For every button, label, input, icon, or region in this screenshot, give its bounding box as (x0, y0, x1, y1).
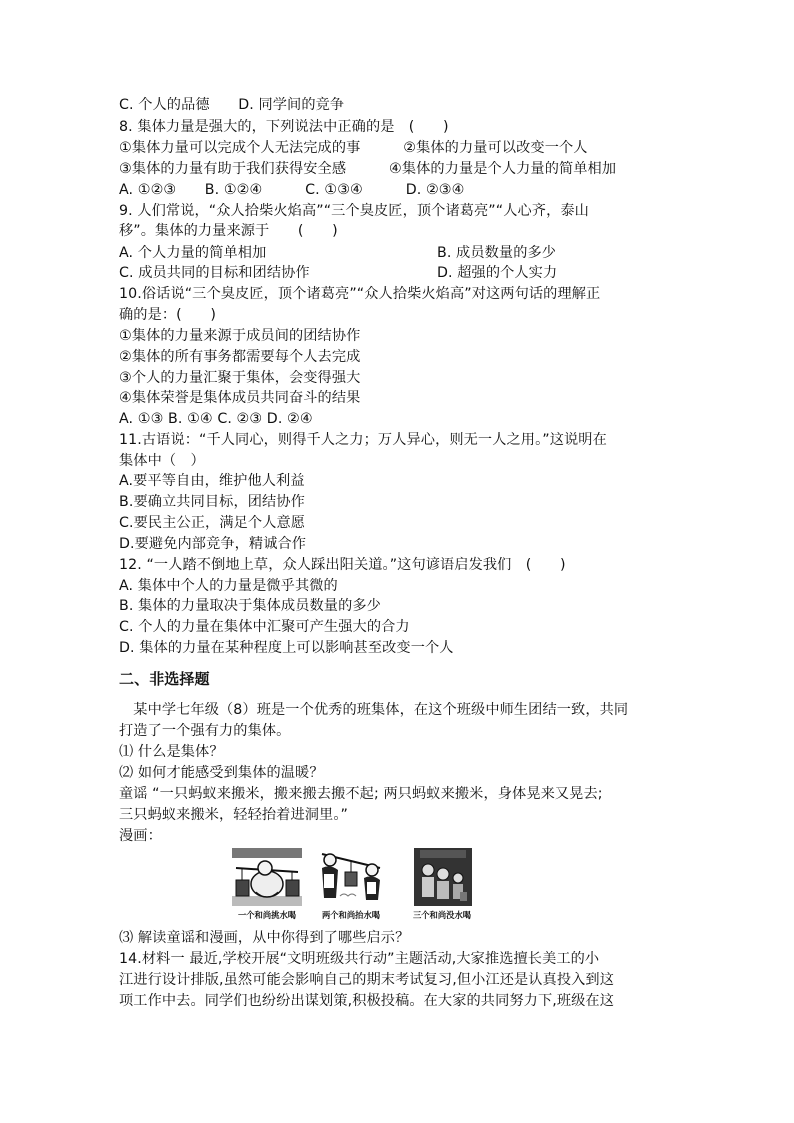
q9-options-ab (119, 243, 557, 263)
q13-part3: ⑶ 解读童谣和漫画，从中你得到了哪些启示？ (119, 930, 410, 946)
q11-option-c: C.要民主公正，满足个人意愿 (119, 515, 306, 531)
monks-cartoon (228, 848, 478, 924)
cartoon-caption-two: 两个和尚抬水喝 (321, 910, 381, 920)
q10-statement-2: ②集体的所有事务都需要每个人去完成 (119, 349, 361, 365)
q13-material-line2: 打造了一个强有力的集体。 (119, 723, 291, 739)
q13-part1: ⑴ 什么是集体？ (119, 744, 224, 760)
q7-options-cd: C. 个人的品德 D. 同学间的竞争 (119, 97, 345, 113)
nursery-rhyme-line2: 三只蚂蚁来搬米，轻轻抬着进洞里。” (119, 807, 348, 823)
q9-option-d: D. 超强的个人实力 (437, 265, 558, 281)
q9-option-a: A. 个人力量的简单相加 (119, 245, 267, 261)
q12-option-c: C. 个人的力量在集体中汇聚可产生强大的合力 (119, 619, 410, 635)
q14-material-line2: 江进行设计排版,虽然可能会影响自己的期末考试复习,但小江还是认真投入到这 (119, 972, 614, 988)
q10-options: A. ①③ B. ①④ C. ②③ D. ②④ (119, 411, 313, 427)
q14-material-line3: 项工作中去。同学们也纷纷出谋划策,积极投稿。在大家的共同努力下,班级在这 (119, 993, 614, 1009)
cartoon-panel-one-monk (232, 848, 302, 906)
q10-stem-line1: 10.俗话说“三个臭皮匠，顶个诸葛亮”“众人拾柴火焰高”对这两句话的理解正 (119, 286, 601, 302)
q11-stem-line2: 集体中（ ） (119, 453, 205, 469)
q9-options-cd (119, 263, 558, 283)
q12-option-b: B. 集体的力量取决于集体成员数量的多少 (119, 598, 381, 614)
q9-stem-line2: 移”。集体的力量来源于 ( ) (119, 223, 338, 239)
cartoon-caption-one: 一个和尚挑水喝 (237, 910, 297, 920)
q12-option-a: A. 集体中个人的力量是微乎其微的 (119, 578, 338, 594)
q12-stem: 12. “一人踏不倒地上草，众人踩出阳关道。”这句谚语启发我们 ( ) (119, 557, 566, 573)
q10-statement-4: ④集体荣誉是集体成员共同奋斗的结果 (119, 390, 361, 406)
nursery-rhyme-line1: 童谣 “一只蚂蚁来搬米，搬来搬去搬不起; 两只蚂蚁来搬米，身体晃来又晃去; (119, 786, 603, 802)
q10-statement-3: ③个人的力量汇聚于集体，会变得强大 (119, 370, 361, 386)
q9-option-c: C. 成员共同的目标和团结协作 (119, 265, 310, 281)
cartoon-caption-three: 三个和尚没水喝 (412, 910, 472, 920)
q13-material-line1: 某中学七年级（8）班是一个优秀的班集体，在这个班级中师生团结一致，共同 (119, 702, 629, 718)
q10-statement-1: ①集体的力量来源于成员间的团结协作 (119, 328, 361, 344)
q11-option-d: D.要避免内部竞争，精诚合作 (119, 536, 307, 552)
cartoon-panel-two-monks (316, 848, 386, 906)
cartoon-label: 漫画： (119, 828, 162, 844)
cartoon-panel-three-monks (414, 848, 472, 906)
q11-stem-line1: 11.古语说：“千人同心，则得千人之力；万人异心，则无一人之用。”这说明在 (119, 432, 607, 448)
q13-part2: ⑵ 如何才能感受到集体的温暖？ (119, 765, 324, 781)
q12-option-d: D. 集体的力量在某种程度上可以影响甚至改变一个人 (119, 640, 454, 656)
q11-option-b: B.要确立共同目标，团结协作 (119, 494, 305, 510)
section-heading: 二、非选择题 (119, 670, 210, 688)
q10-stem-line2: 确的是：( ) (119, 307, 216, 323)
q8-options: A. ①②③ B. ①②④ C. ①③④ D. ②③④ (119, 182, 465, 198)
q9-stem-line1: 9. 人们常说，“众人拾柴火焰高”“三个臭皮匠，顶个诸葛亮”“人心齐，泰山 (119, 203, 589, 219)
q11-option-a: A.要平等自由，维护他人利益 (119, 473, 305, 489)
q8-statements-12: ①集体力量可以完成个人无法完成的事 ②集体的力量可以改变一个人 (119, 140, 588, 156)
q9-option-b: B. 成员数量的多少 (437, 245, 557, 261)
q8-statements-34: ③集体的力量有助于我们获得安全感 ④集体的力量是个人力量的简单相加 (119, 161, 617, 177)
q8-stem: 8. 集体力量是强大的，下列说法中正确的是 ( ) (119, 119, 449, 135)
q14-material-line1: 14.材料一 最近,学校开展“文明班级共行动”主题活动,大家推选擅长美工的小 (119, 951, 600, 967)
